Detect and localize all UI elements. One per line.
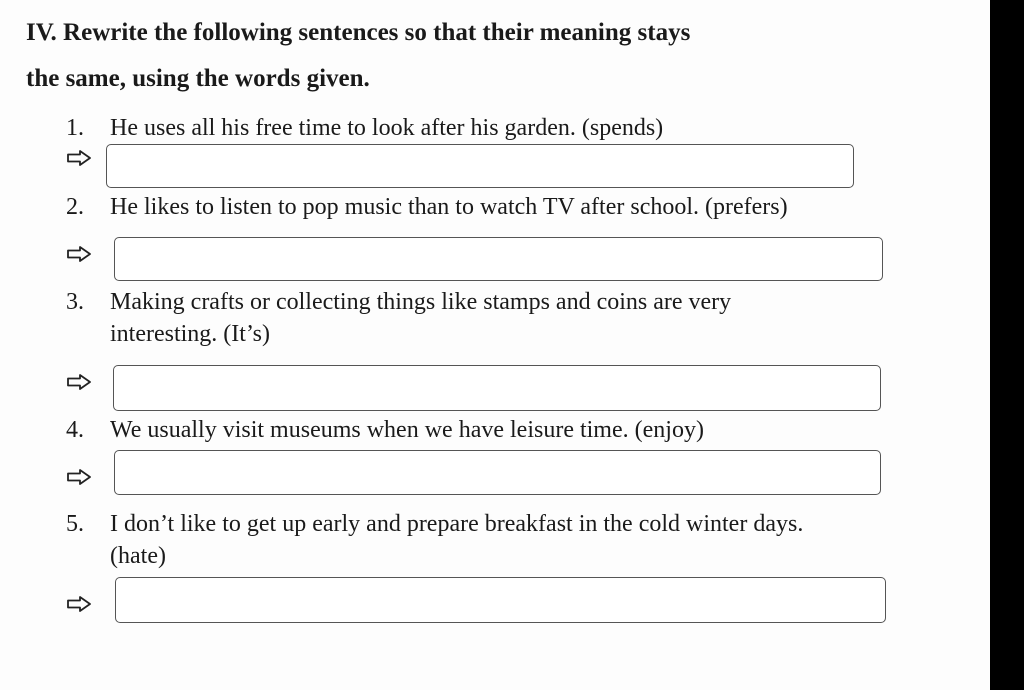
arrow-right-icon xyxy=(66,150,92,166)
answer-input-2[interactable] xyxy=(114,237,883,281)
item-5-sentence-line-1: I don’t like to get up early and prepare breakfast in the cold winter days. xyxy=(110,511,804,537)
item-5-number: 5. xyxy=(66,511,84,537)
exercise-heading-line-2: the same, using the words given. xyxy=(26,65,370,92)
answer-input-4[interactable] xyxy=(114,450,881,495)
item-3-sentence-line-2: interesting. (It’s) xyxy=(110,321,270,347)
exercise-heading-line-1: IV. Rewrite the following sentences so that their meaning stays xyxy=(26,19,691,46)
arrow-right-icon xyxy=(66,374,92,390)
answer-input-3[interactable] xyxy=(113,365,881,411)
item-2-sentence: He likes to listen to pop music than to watch TV after school. (prefers) xyxy=(110,194,788,220)
item-4-sentence: We usually visit museums when we have leisure time. (enjoy) xyxy=(110,417,704,443)
arrow-right-icon xyxy=(66,469,92,485)
answer-input-1[interactable] xyxy=(106,144,854,188)
item-3-sentence-line-1: Making crafts or collecting things like stamps and coins are very xyxy=(110,289,732,315)
answer-input-5[interactable] xyxy=(115,577,886,623)
item-2-number: 2. xyxy=(66,194,84,220)
item-3-number: 3. xyxy=(66,289,84,315)
arrow-right-icon xyxy=(66,246,92,262)
arrow-right-icon xyxy=(66,596,92,612)
item-5-sentence-line-2: (hate) xyxy=(110,543,166,569)
item-4-number: 4. xyxy=(66,417,84,443)
item-1-sentence: He uses all his free time to look after his garden. (spends) xyxy=(110,115,664,141)
item-1-number: 1. xyxy=(66,115,84,141)
